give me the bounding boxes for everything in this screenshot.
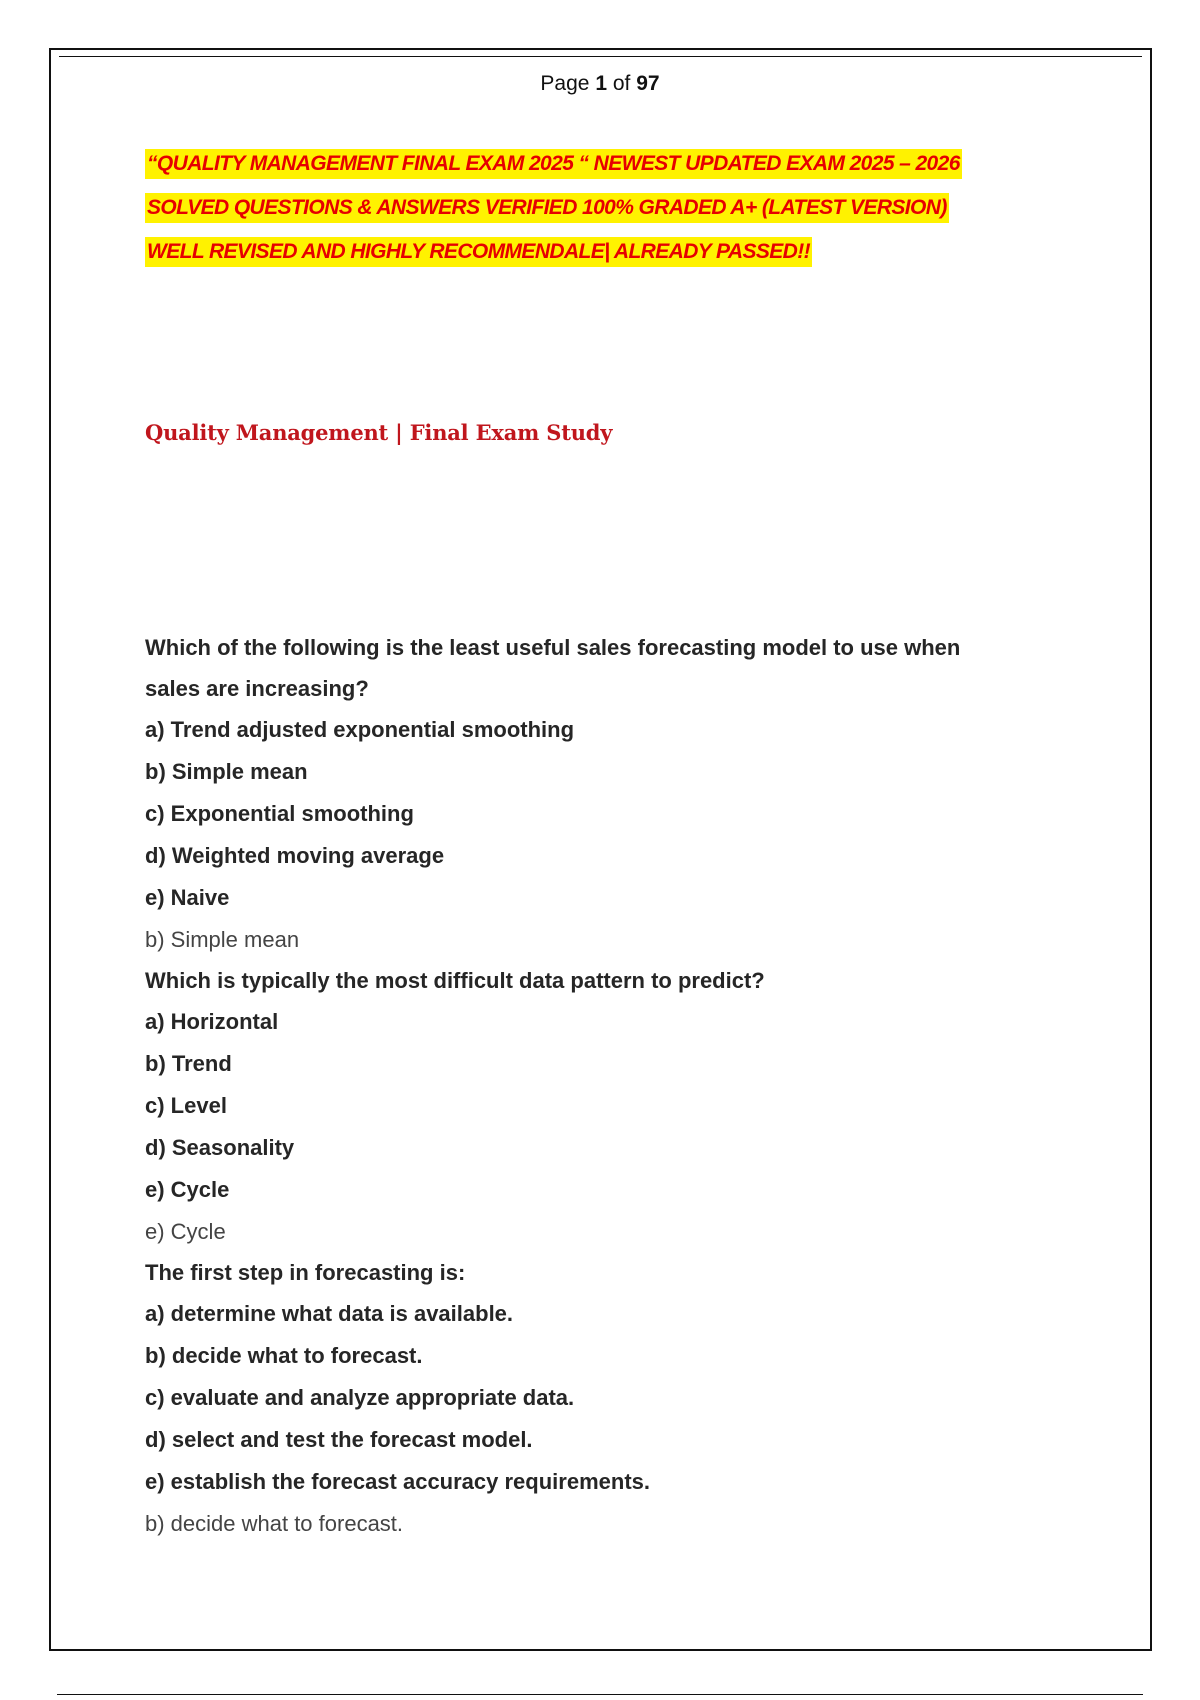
page-number-header (0, 72, 1200, 96)
document-title: Quality Management | Final Exam Study (145, 420, 613, 445)
page-current: 1 (595, 72, 607, 95)
answer-option: e) Naive (145, 885, 230, 910)
top-rule (59, 56, 1142, 57)
answer-option: b) decide what to forecast. (145, 1343, 423, 1368)
answer-option: c) evaluate and analyze appropriate data. (145, 1385, 575, 1410)
correct-answer: b) Simple mean (145, 927, 300, 952)
answer-option: d) select and test the forecast model. (145, 1427, 533, 1452)
answer-option: b) Simple mean (145, 759, 308, 784)
correct-answer: b) decide what to forecast. (145, 1511, 404, 1536)
answer-option: e) establish the forecast accuracy requirements. (145, 1469, 650, 1494)
answer-option: c) Exponential smoothing (145, 801, 414, 826)
question-item (145, 627, 1065, 960)
answer-option: e) Cycle (145, 1177, 230, 1202)
banner-line: “QUALITY MANAGEMENT FINAL EXAM 2025 “ NEWEST UPDATED EXAM 2025 – 2026 (145, 142, 1125, 186)
banner-line: WELL REVISED AND HIGHLY RECOMMENDALE| ALREADY PASSED!! (145, 230, 1125, 274)
answer-option: d) Seasonality (145, 1135, 295, 1160)
question-item (145, 1252, 1065, 1544)
page-of-label: of (612, 72, 631, 95)
question-item (145, 960, 1065, 1252)
question-text: The first step in forecasting is: (145, 1260, 466, 1285)
answer-option: a) determine what data is available. (145, 1301, 514, 1326)
question-list (145, 627, 1065, 1544)
correct-answer: e) Cycle (145, 1219, 226, 1244)
answer-option: a) Horizontal (145, 1009, 279, 1034)
banner-line: SOLVED QUESTIONS & ANSWERS VERIFIED 100% GRADED A+ (LATEST VERSION) (145, 186, 1125, 230)
page-label: Page (540, 72, 590, 95)
question-text: Which of the following is the least useful sales forecasting model to use when (145, 635, 961, 660)
answer-option: d) Weighted moving average (145, 843, 445, 868)
answer-option: c) Level (145, 1093, 227, 1118)
question-text: sales are increasing? (145, 676, 369, 701)
page-total: 97 (636, 72, 660, 95)
highlighted-banner (145, 142, 1125, 274)
answer-option: a) Trend adjusted exponential smoothing (145, 717, 575, 742)
answer-option: b) Trend (145, 1051, 232, 1076)
bottom-rule (57, 1694, 1143, 1695)
question-text: Which is typically the most difficult data pattern to predict? (145, 968, 765, 993)
